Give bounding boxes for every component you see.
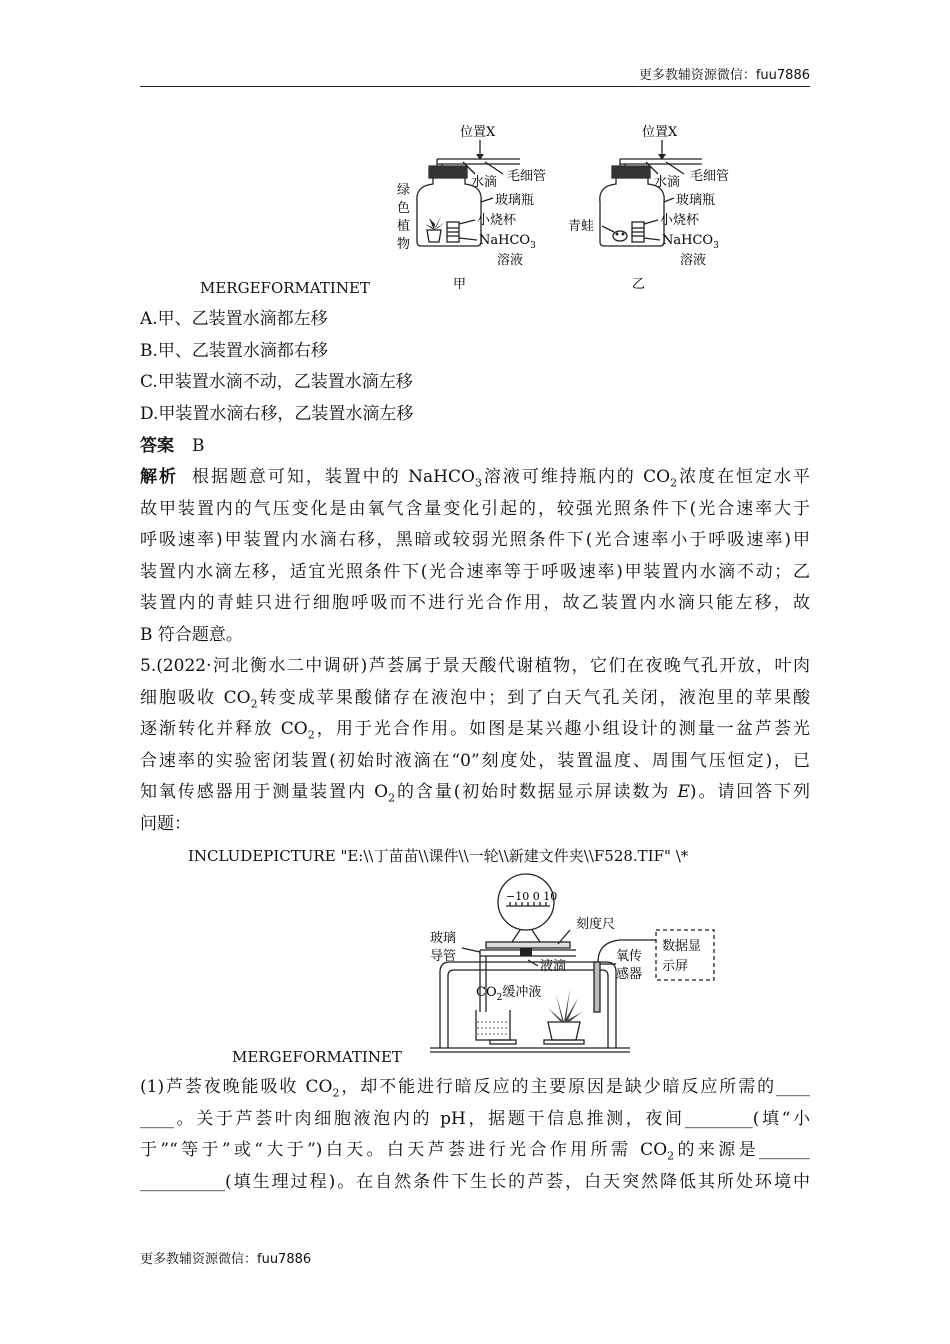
sub1-line-2: ____。关于芦荟叶肉细胞液泡内的 pH，据题干信息推测，夜间________(填“小	[140, 1109, 810, 1129]
display-label-2: 示屏	[662, 959, 689, 974]
q5-line-1: 5.(2022·河北衡水二中调研)芦荟属于景天酸代谢植物，它们在夜晚气孔开放，叶肉	[140, 656, 810, 676]
blank-b[interactable]: ________	[684, 1109, 753, 1129]
merge-label-1: MERGEFORMATINET	[200, 279, 370, 297]
header-divider	[140, 86, 810, 87]
jia-nahco3-label: NaHCO$_3$	[479, 233, 536, 251]
option-b: B.甲、乙装置水滴都右移	[140, 341, 328, 361]
q5-line-3: 逐渐转化并释放 $CO_2$，用于光合作用。如图是某兴趣小组设计的测量一盆芦荟光	[140, 719, 810, 742]
sub1-line-1: (1)芦荟夜晚能吸收 $CO_2$，却不能进行暗反应的主要原因是缺少暗反应所需的____	[140, 1077, 810, 1100]
yi-capillary-label: 毛细管	[690, 169, 730, 184]
jia-caption: 甲	[453, 277, 467, 292]
jia-drop-label: 水滴	[471, 175, 498, 190]
analysis-line-6: B 符合题意。	[140, 625, 243, 645]
sub1-line-3: 于”“等于”或“大于”)白天。白天芦荟进行光合作用所需 $CO_2$的来源是______	[140, 1140, 811, 1163]
option-d: D.甲装置水滴右移，乙装置水滴左移	[140, 404, 414, 424]
blank-a[interactable]: ____	[776, 1077, 810, 1097]
page-footer-text: 更多教辅资源微信：fuu7886	[140, 1252, 312, 1267]
blank-c-cont[interactable]: __________	[140, 1172, 225, 1192]
blank-a-cont[interactable]: ____	[140, 1109, 174, 1129]
jia-solution-label: 溶液	[497, 253, 524, 268]
include-picture-field: INCLUDEPICTURE "E:\\丁苗苗\\课件\\一轮\\新建文件夹\\F528.TIF" \*	[188, 847, 689, 865]
figure-aloe-apparatus	[420, 872, 740, 1058]
option-c: C.甲装置水滴不动，乙装置水滴左移	[140, 372, 413, 392]
answer-label: 答案	[140, 436, 174, 456]
jia-plant-label-4: 物	[397, 237, 411, 252]
q5-line-6: 问题：	[140, 814, 191, 834]
analysis-line-5: 装置内的青蛙只进行细胞呼吸而不进行光合作用，故乙装置内水滴只能左移，故	[140, 593, 810, 613]
page-header-text: 更多教辅资源微信：fuu7886	[638, 68, 810, 83]
yi-beaker-label: 小烧杯	[660, 213, 700, 228]
merge-label-2: MERGEFORMATINET	[232, 1048, 402, 1066]
sensor-label-2: 感器	[616, 967, 643, 982]
analysis-line-3: 呼吸速率)甲装置内水滴右移，黑暗或较弱光照条件下(光合速率小于呼吸速率)甲	[140, 530, 810, 550]
glass-tube-label-1: 玻璃	[430, 931, 457, 946]
jia-position-label: 位置X	[460, 125, 496, 140]
analysis-line-2: 故甲装置内的气压变化是由氧气含量变化引起的，较强光照条件下(光合速率大于	[140, 499, 810, 519]
analysis-label: 解析	[140, 467, 178, 487]
ruler-scale-text: −10 0 10	[506, 890, 558, 903]
glass-tube-label-2: 导管	[430, 949, 457, 964]
yi-caption: 乙	[632, 277, 646, 292]
display-label-1: 数据显	[662, 939, 702, 954]
sensor-label-1: 氧传	[616, 949, 643, 964]
analysis-line-1: 解析 根据题意可知，装置中的 NaHCO$_3$溶液可维持瓶内的 $CO_2$浓度在恒定水平	[140, 467, 811, 490]
yi-position-label: 位置X	[642, 125, 678, 140]
option-a: A.甲、乙装置水滴都左移	[140, 309, 328, 329]
jia-plant-label-2: 色	[397, 201, 411, 216]
yi-nahco3-label: NaHCO$_3$	[662, 233, 719, 251]
yi-bottle-label: 玻璃瓶	[676, 193, 716, 208]
buffer-label: $CO_2$缓冲液	[476, 985, 542, 1003]
jia-plant-label-3: 植	[397, 219, 411, 234]
jia-plant-label-1: 绿	[397, 183, 411, 198]
jia-bottle-label: 玻璃瓶	[495, 193, 535, 208]
jia-beaker-label: 小烧杯	[477, 213, 517, 228]
yi-solution-label: 溶液	[680, 253, 707, 268]
jia-capillary-label: 毛细管	[507, 169, 547, 184]
figure-yi	[562, 122, 772, 297]
yi-drop-label: 水滴	[654, 175, 681, 190]
answer-value: B	[192, 436, 205, 456]
drop-label: 液滴	[540, 959, 567, 974]
sub1-line-4: __________(填生理过程)。在自然条件下生长的芦荟，白天突然降低其所处环境中	[140, 1172, 810, 1192]
answer-line	[140, 435, 205, 457]
analysis-line-4: 装置内水滴左移，适宜光照条件下(光合速率等于呼吸速率)甲装置内水滴不动；乙	[140, 562, 810, 582]
q5-line-5: 知氧传感器用于测量装置内 $O_2$的含量(初始时数据显示屏读数为 E)。请回答下列	[140, 782, 810, 805]
blank-c[interactable]: ______	[759, 1140, 811, 1160]
q5-line-4: 合速率的实验密闭装置(初始时液滴在“0”刻度处，装置温度、周围气压恒定)，已	[140, 751, 810, 771]
ruler-label: 刻度尺	[576, 917, 616, 932]
yi-frog-label: 青蛙	[568, 219, 595, 234]
q5-line-2: 细胞吸收 $CO_2$转变成苹果酸储存在液泡中；到了白天气孔关闭，液泡里的苹果酸	[140, 688, 810, 711]
